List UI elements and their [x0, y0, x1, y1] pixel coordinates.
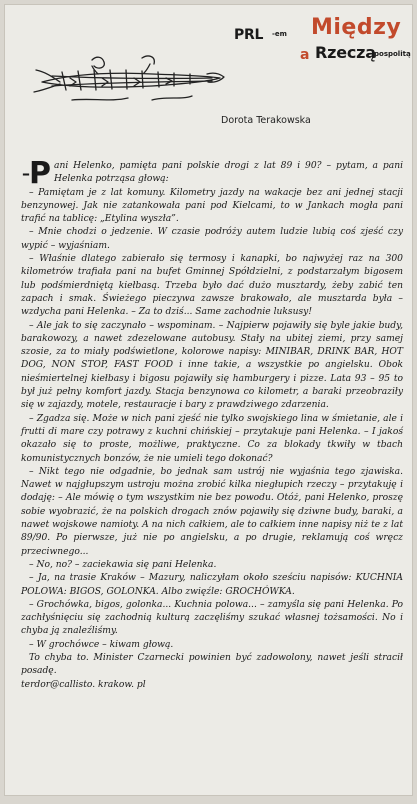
- paragraph-text: ani Helenko, pamięta pani polskie drogi z lat 89 i 90? – pytam, a pani Helenka potrząsa głową:: [54, 161, 403, 185]
- column-title-pospolita: pospolitą: [374, 50, 411, 58]
- article-paragraph: – W grochówce – kiwam głową.: [29, 639, 174, 650]
- tied-bundle-figure-drawing: [32, 48, 227, 110]
- article-paragraph: – Właśnie dlatego zabierało się termosy i kanapki, bo najwyżej raz na 300 kilometrów trafiała pani na bufet Gminnej Spółdzielni, z podstarzałym bigosem lub podśmierdniętą kiełbasą. Trzeba było dać dużo musztardy, żeby zabić ten zapach i smak. Świeżego pieczywa zawsze brakowało, ale musztarda była – wzdycha pani Helenka. – Za to dziś... Same zachodnie luksusy!: [21, 254, 403, 318]
- article-paragraph: To chyba to. Minister Czarnecki powinien być zadowolony, nawet jeśli stracił posadę.: [21, 652, 403, 677]
- article-paragraph: – Grochówka, bigos, golonka... Kuchnia polowa... – zamyśla się pani Helenka. Po zachłyśnięciu się zachodnią kulturą zaczęliśmy szukać własnej tożsamości. No i chyba ją znaleźliśmy.: [21, 599, 403, 637]
- article-paragraph: – No, no? – zaciekawia się pani Helenka.: [29, 559, 217, 570]
- article-paragraph: – Zgadza się. Może w nich pani zjeść nie tylko swojskiego lina w śmietanie, ale i frutti di mare czy potrawy z kuchni chińskiej – przytakuje pani Helenka. – I jakoś okazało się to proste, możliwe, praktyczne. Co za blokady tkwiły w tbach komunistycznych bonzów, że nie umieli tego dokonać?: [21, 413, 403, 464]
- column-header: [4, 4, 413, 152]
- newspaper-column: [4, 4, 413, 796]
- opening-dash: –: [22, 164, 30, 183]
- article-paragraph: – Nikt tego nie odgadnie, bo jednak sam ustrój nie wyjaśnia tego zjawiska. Nawet w najgłupszym ustroju można zrobić kilka niegłupich rzeczy – przytakuję i dodaję: – Ale mówię o tym wszystkim nie bez powodu. Otóż, pani Helenko, proszę sobie wyobrazić, że na polskich drogach znów pojawiły się dziwne budy, baraki, a nawet wojskowe namioty. A na nich całkiem, ale to całkiem inne napisy niż te z lat 89/90. Po pierwsze, już nie po angielsku, a po drugie, reklamują coś wręcz przeciwnego...: [21, 466, 403, 557]
- article-paragraph: – Pamiętam je z lat komuny. Kilometry jazdy na wakacje bez ani jednej stacji benzynowej. Jak nie zatankowała pani pod Kielcami, to w Jankach mogła pani trafić na tablicę: „Etylina wyszła”.: [21, 187, 403, 225]
- article-paragraph: – Mnie chodzi o jedzenie. W czasie podróży autem ludzie lubią coś zjeść czy wypić – wyjaśniam.: [21, 227, 403, 251]
- column-title-main: Między: [311, 15, 402, 40]
- article-body: [21, 156, 403, 692]
- article-paragraph: – Ja, na trasie Kraków – Mazury, naliczyłam około sześciu napisów: KUCHNIA POLOWA: BIGOS, GOLONKA. Albo zwięźle: GROCHÓWKA.: [21, 573, 403, 597]
- column-title-rzecza: Rzeczą: [315, 43, 376, 62]
- dropcap: P: [29, 156, 51, 191]
- author-email: terdor@callisto. krakow. pl: [21, 679, 146, 690]
- author-byline: Dorota Terakowska: [221, 115, 311, 126]
- article-paragraph: [21, 156, 403, 191]
- kicker-suffix: -em: [272, 30, 287, 38]
- kicker: PRL: [234, 27, 264, 43]
- article-paragraph: – Ale jak to się zaczynało – wspominam. – Najpierw pojawiły się byle jakie budy, barakowozy, a nawet zdezelowane autobusy. Stały na ubitej ziemi, przy samej szosie, za to miały podświetlone, kolorowe napisy: MINIBAR, DRINK BAR, HOT DOG, NON STOP, FAST FOOD i inne takie, a wszystkie po angielsku. Obok nieśmiertelnej kiełbasy i bigosu pojawiły się hamburgery i pizze. Lata 93 – 95 to był już pełny komfort jazdy. Stacja benzynowa co kilometr, a baraki przeobraziły się w zajazdy, motele, restauracje i bary z prawdziwego zdarzenia.: [21, 320, 403, 411]
- column-title-a: a: [300, 47, 310, 63]
